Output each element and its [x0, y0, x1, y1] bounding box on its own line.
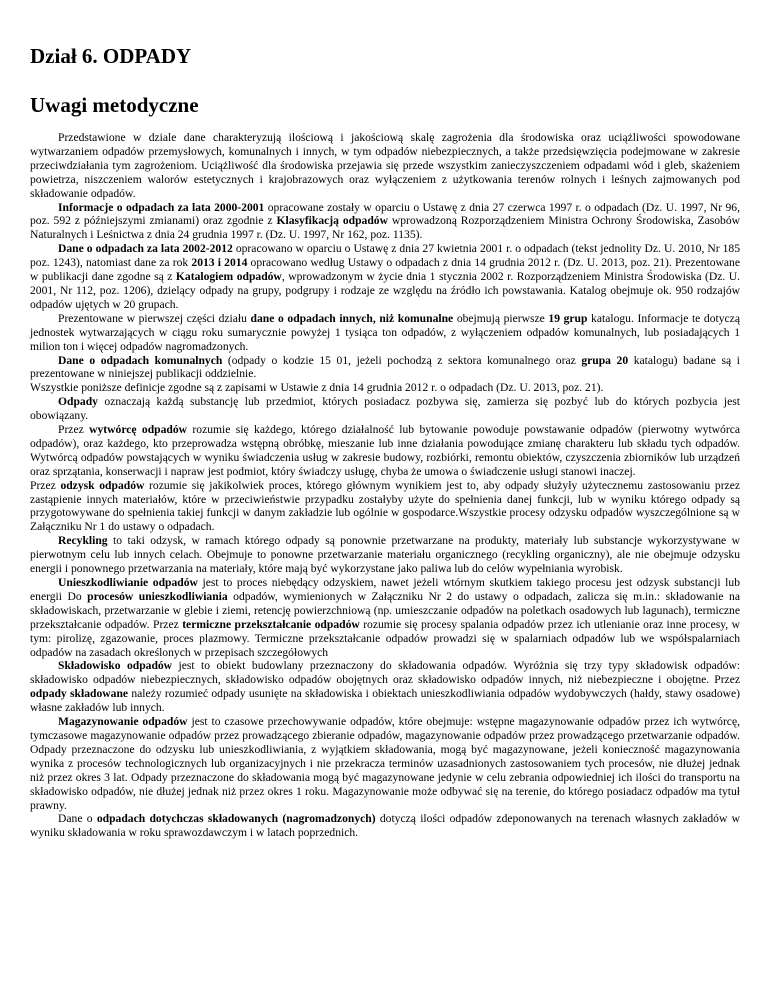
text-run: odpadów, wymienionych w Załączniku Nr 2 do ustawy o odpadach, zalicza się m.in.: składowanie na składowiskach, przetwarzanie w glebie i ziemi, retencję powierzchniową (np. umieszczanie odpadów na poletkach osadowych lub lagunach), termiczne przekształcanie odpadów. Przez [30, 589, 740, 631]
text-run: opracowane zostały w oparciu o Ustawę z dnia 27 czerwca 1997 r. o odpadach (Dz. U. 1997, Nr 96, poz. 592 z późniejszymi zmianami) oraz zgodnie z [30, 200, 740, 228]
paragraph-recovery [30, 479, 740, 535]
bold-run: Składowisko odpadów [58, 659, 173, 673]
bold-run: wytwórcę odpadów [89, 423, 188, 437]
paragraph-waste-definition [30, 395, 740, 423]
paragraph-storage [30, 715, 740, 812]
text-run: obejmują pierwsze [453, 311, 549, 325]
bold-run: Dane o odpadach za lata 2002-2012 [58, 242, 233, 256]
text-run: opracowano w oparciu o Ustawę z dnia 27 kwietnia 2001 r. o odpadach (tekst jednolity Dz. U. 2010, Nr 185 poz. 1243), natomiast dane za rok [30, 242, 740, 270]
bold-run: termiczne przekształcanie odpadów [182, 617, 360, 631]
text-run: , wprowadzonym w życie dnia 1 stycznia 2002 r. Rozporządzeniem Ministra Środowiska (Dz. U. 2001, Nr 112, poz. 1206), dzielący odpady na grupy, podgrupy i rodzaje ze względu na źródło ich powstawania. Katalog obejmuje ok. 950 rodzajów odpadów ujętych w 20 grupach. [30, 270, 741, 311]
bold-run: Dane o odpadach komunalnych [58, 353, 223, 367]
bold-run: Informacje o odpadach za lata 2000-2001 [58, 200, 265, 214]
bold-run: Klasyfikacją odpadów [276, 214, 388, 228]
subsection-title: Uwagi metodyczne [30, 93, 199, 117]
paragraph-recycling [30, 534, 740, 576]
bold-run: dane o odpadach innych, niż komunalne [250, 311, 454, 325]
text-run: jest to obiekt budowlany przeznaczony do składowania odpadów. Wyróżnia się trzy typy składowisk odpadów: składowisko odpadów niebezpiecznych, składowisko odpadów obojętnych oraz składowisko odpadów innych, niż niebezpieczne i obojętne. Przez [30, 659, 740, 687]
text-run: jest to czasowe przechowywanie odpadów, które obejmuje: wstępne magazynowanie odpadów przez ich wytwórcę, tymczasowe magazynowanie odpadów przez prowadzącego zbieranie odpadów, magazynowanie odpadów przez prowadzącego przetwarzanie odpadów. Odpady przeznaczone do odzysku lub unieszkodliwiania, z wyjątkiem składowania, mogą być magazynowane, jeżeli konieczność magazynowania wynika z procesów technologicznych lub organizacyjnych i nie przekracza terminów uzasadnionych zastosowaniem tych procesów, nie dłużej jednak niż przez okres 3 lat. Odpady przeznaczone do składowania mogą być magazynowane jedynie w celu zebrania odpowiedniej ich ilości do transportu na składowisko odpadów, nie dłużej jednak niż przez okres 1 roku. Magazynowanie może odbywać się na terenie, do którego posiadacz odpadów ma tytuł prawny. [30, 715, 740, 812]
paragraph-other-waste [30, 312, 740, 354]
text-run: wprowadzoną Rozporządzeniem Ministra Ochrony Środowiska, Zasobów Naturalnych i Leśnictwa z dnia 24 grudnia 1997 r. (Dz. U. 1997, Nr 162, poz. 1135). [30, 214, 740, 242]
section-title: Dział 6. ODPADY [30, 44, 192, 68]
paragraph-2002-2012 [30, 242, 740, 312]
bold-run: grupa 20 [581, 353, 629, 367]
bold-run: 19 grup [548, 311, 588, 325]
bold-run: Unieszkodliwianie odpadów [58, 576, 198, 589]
paragraph-municipal-waste [30, 354, 740, 382]
text-run: (odpady o kodzie 15 01, jeżeli pochodzą z sektora komunalnego oraz [222, 353, 582, 367]
body-text [30, 131, 740, 840]
text-run: rozumie się każdego, którego działalność lub bytowanie powoduje powstawanie odpadów (pierwotny wytwórca odpadów), oraz każdego, kto przeprowadza wstępną obróbkę, mieszanie lub inne działania powodujące zmianę charakteru lub składu tych odpadów. Wytwórcą odpadów powstających w wyniku świadczenia usług w zakresie budowy, rozbiórki, remontu obiektów, czyszczenia zbiorników lub urządzeń oraz sprzątania, konserwacji i napraw jest podmiot, który świadczy usługę, chyba że umowa o świadczenie usługi stanowi inaczej. [30, 423, 740, 478]
text-run: oznaczają każdą substancję lub przedmiot, których posiadacz pozbywa się, zamierza się pozbyć lub do których pozbycia jest obowiązany. [30, 395, 740, 423]
text-run: Dane o [58, 812, 97, 826]
paragraph-disposal [30, 576, 740, 659]
text-run: Przez [58, 423, 90, 437]
paragraph-accumulated-waste [30, 812, 740, 840]
text-run: jest to proces niebędący odzyskiem, nawet jeżeli wtórnym skutkiem takiego procesu jest odzysk substancji lub energii Do [30, 576, 740, 603]
paragraph-2000-2001 [30, 201, 740, 243]
text-run: rozumie się jakikolwiek proces, którego głównym wynikiem jest to, aby odpady służyły użytecznemu zastosowaniu przez zastąpienie innych materiałów, które w przeciwieństwie przypadku zostałyby użyte do spełnienia danej funkcji, lub w wyniku którego odpady są przygotowywane do spełnienia takiej funkcji w danym zakładzie lub ogólnie w gospodarce.Wszystkie procesy odzysku odpadów wyszczególnione są w Załączniku Nr 1 do ustawy o odpadach. [30, 478, 740, 534]
bold-run: odzysk odpadów [60, 478, 145, 492]
bold-run: odpadach dotychczas składowanych (nagromadzonych) [96, 812, 376, 826]
text-run: katalogu. Informacje te dotyczą jednostek wytwarzających w ciągu roku sumarycznie powyżej 1 tysiąca ton odpadów, z wyłączeniem odpadów komunalnych, lub posiadających 1 milion ton i więcej odpadów nagromadzonych. [30, 311, 740, 353]
bold-run: odpady składowane [30, 687, 129, 701]
text-run: Przedstawione w dziale dane charakteryzują ilościową i jakościową skalę zagrożenia dla środowiska oraz uciążliwości spowodowane wytwarzaniem odpadów przemysłowych, komunalnych i innych, w tym odpadów niebezpiecznych, a także przedsięwzięcia podejmowane w zakresie przeciwdziałania tym zagrożeniom. Uciążliwość dla środowiska przejawia się przede wszystkim zanieczyszczeniem odpadami wód i gleb, skażeniem powietrza, niszczeniem walorów estetycznych i krajobrazowych oraz wyłączeniem z użytkowania terenów rolnych i leśnych zajmowanych pod składowanie odpadów. [30, 131, 740, 200]
text-run: należy rozumieć odpady usunięte na składowiska i obiektach unieszkodliwiania odpadów wydobywczych (hałdy, stawy osadowe) własne zakładów lub innych. [30, 687, 741, 715]
text-run: Wszystkie poniższe definicje zgodne są z zapisami w Ustawie z dnia 14 grudnia 2012 r. o odpadach (Dz. U. 2013, poz. 21). [30, 381, 604, 395]
paragraph-landfill [30, 659, 740, 715]
bold-run: Recykling [58, 534, 108, 548]
text-run: katalogu) badane są i prezentowane w niniejszej publikacji oddzielnie. [30, 353, 740, 381]
text-run: opracowano według Ustawy o odpadach z dnia 14 grudnia 2012 r. (Dz. U. 2013, poz. 21). Prezentowane w publikacji dane zgodne są z [30, 256, 740, 284]
paragraph-waste-producer [30, 423, 740, 479]
bold-run: procesów unieszkodliwiania [87, 589, 228, 603]
bold-run: 2013 i 2014 [191, 256, 248, 270]
bold-run: Magazynowanie odpadów [58, 715, 188, 729]
text-run: rozumie się procesy spalania odpadów przez ich utlenianie oraz inne procesy, w tym: pirolizę, zgazowanie, proces plazmowy. Termiczne przekształcanie odpadów prowadzi się w spalarniach odpadów lub we współspalarniach odpadów na zasadach określonych w przepisach szczegółowych [30, 617, 740, 659]
bold-run: Odpady [58, 395, 98, 409]
text-run: Przez [30, 478, 61, 492]
paragraph-definitions-note [30, 381, 740, 395]
paragraph-intro [30, 131, 740, 201]
text-run: to taki odzysk, w ramach którego odpady są ponownie przetwarzane na produkty, materiały lub substancje wykorzystywane w pierwotnym celu lub innych celach. Obejmuje to ponowne przetwarzanie materiału organicznego (recykling organiczny), ale nie obejmuje odzysku energii i ponownego przetwarzania na materiały, które mają być wykorzystane jako paliwa lub do celów wypełniania wyrobisk. [30, 534, 740, 576]
text-run: dotyczą ilości odpadów zdeponowanych na terenach własnych zakładów w wyniku składowania w roku sprawozdawczym i w latach poprzednich. [30, 812, 741, 840]
bold-run: Katalogiem odpadów [175, 270, 282, 284]
text-run: Prezentowane w pierwszej części działu [58, 311, 251, 325]
